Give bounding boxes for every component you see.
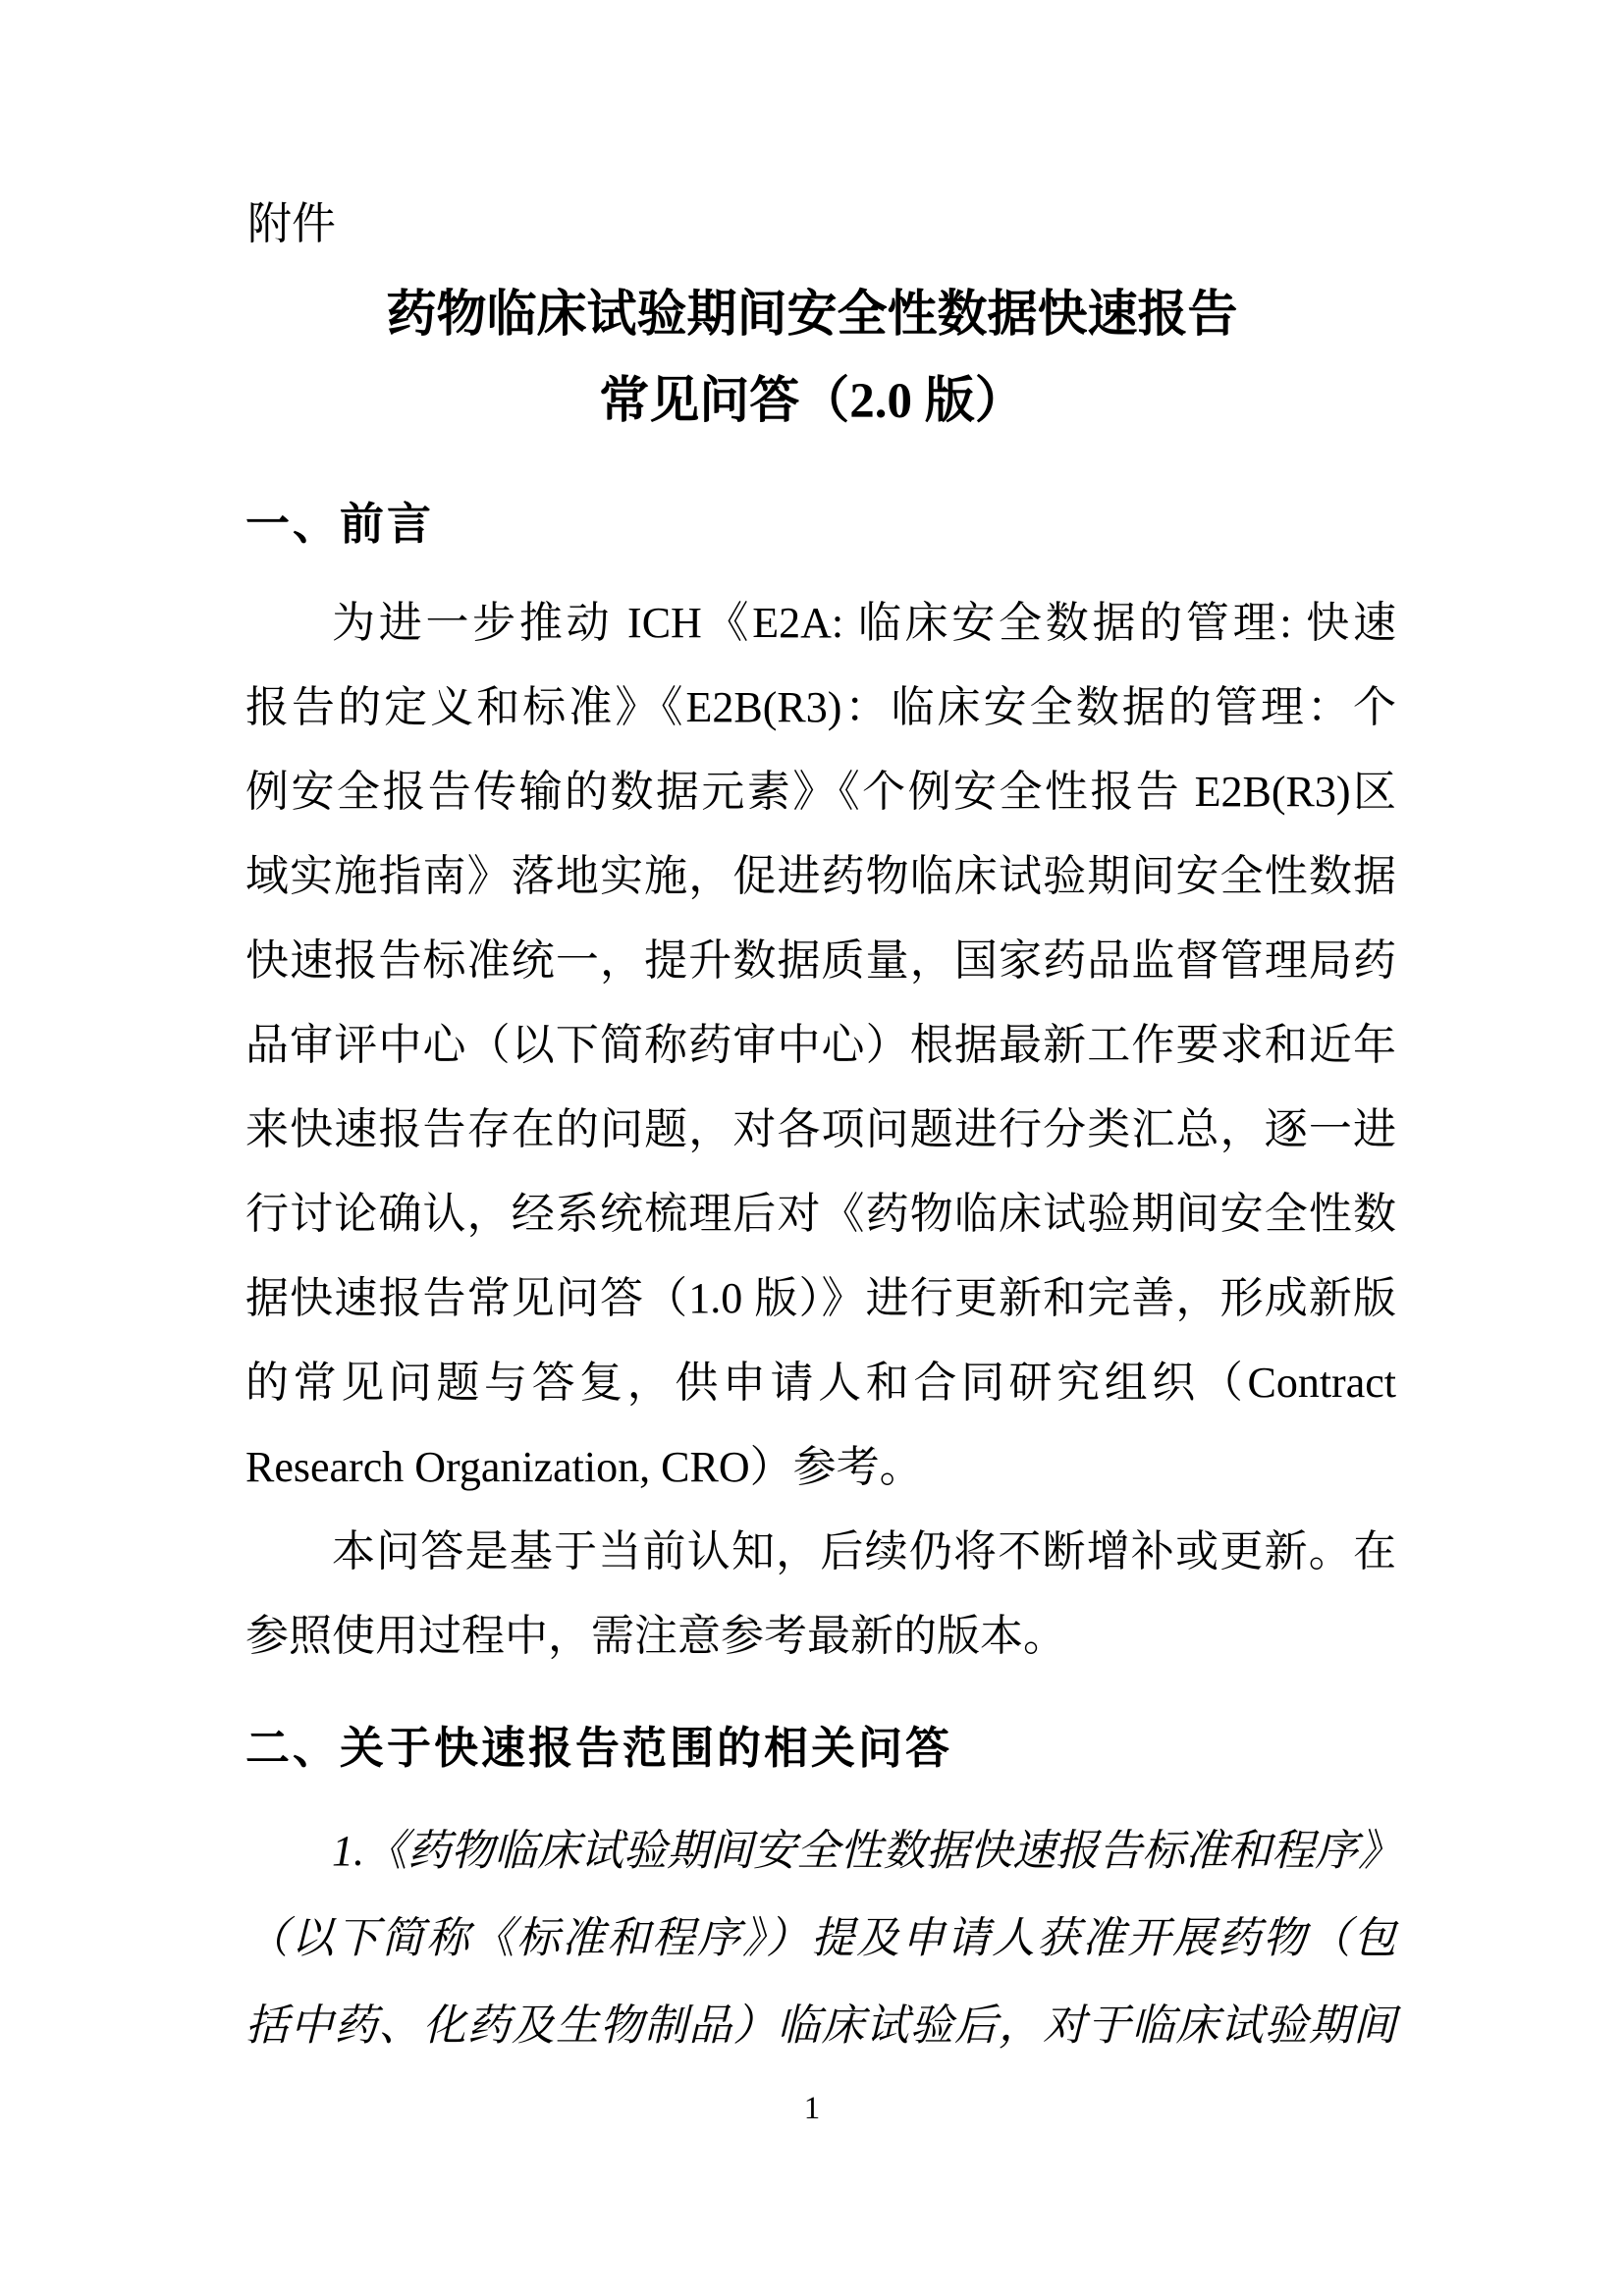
body-line: 为进一步推动 ICH《E2A: 临床安全数据的管理: 快速 <box>332 599 1396 647</box>
body-line: 快速报告标准统一，提升数据质量，国家药品监督管理局药 <box>245 936 1396 985</box>
body-line: 品审评中心（以下简称药审中心）根据最新工作要求和近年 <box>245 1021 1396 1069</box>
page-number: 1 <box>803 2091 821 2126</box>
body-line: 参照使用过程中，需注意参考最新的版本。 <box>245 1612 1066 1660</box>
body-line: 域实施指南》落地实施，促进药物临床试验期间安全性数据 <box>245 852 1396 900</box>
qa-line: 1.《药物临床试验期间安全性数据快速报告标准和程序》 <box>332 1827 1401 1875</box>
body-line: 的常见问题与答复，供申请人和合同研究组织（Contract <box>245 1359 1396 1407</box>
section1-paragraphs <box>245 581 1396 1679</box>
doc-title-line1: 药物临床试验期间安全性数据快速报告 <box>386 288 1238 343</box>
body-line: 报告的定义和标准》《E2B(R3)：临床安全数据的管理：个 <box>245 683 1396 731</box>
body-line: Research Organization, CRO）参考。 <box>245 1443 923 1491</box>
body-line: 例安全报告传输的数据元素》《个例安全性报告 E2B(R3)区 <box>245 768 1396 816</box>
body-line: 行讨论确认，经系统梳理后对《药物临床试验期间安全性数 <box>245 1190 1396 1238</box>
body-line: 来快速报告存在的问题，对各项问题进行分类汇总，逐一进 <box>245 1105 1396 1153</box>
section2-paragraphs <box>245 1807 1401 2069</box>
doc-title-line2: 常见问答（2.0 版） <box>599 374 1025 429</box>
section1-heading: 一、前言 <box>245 499 435 549</box>
section2-heading: 二、关于快速报告范围的相关问答 <box>245 1723 953 1773</box>
qa-line: 括中药、化药及生物制品）临床试验后，对于临床试验期间 <box>245 2002 1396 2050</box>
body-line: 据快速报告常见问答（1.0 版）》进行更新和完善，形成新版 <box>245 1274 1396 1322</box>
qa-line: （以下简称《标准和程序》）提及申请人获准开展药物（包 <box>245 1914 1396 1962</box>
body-line: 本问答是基于当前认知，后续仍将不断增补或更新。在 <box>332 1527 1396 1575</box>
attachment-label: 附件 <box>247 199 337 248</box>
